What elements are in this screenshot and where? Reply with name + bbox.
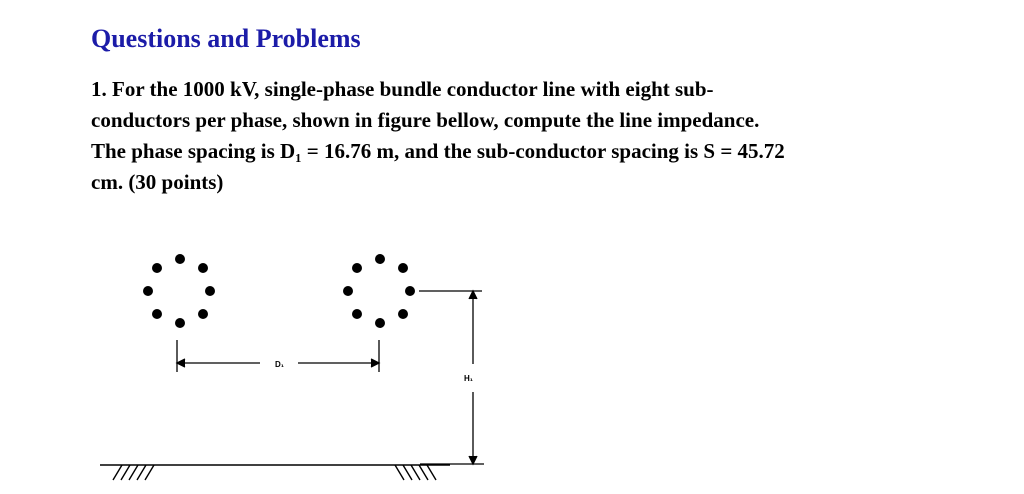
subconductor: [375, 254, 385, 264]
ground-line: [100, 465, 450, 480]
subconductor: [398, 263, 408, 273]
height-dimension: [419, 291, 484, 464]
height-label: H₁: [464, 374, 474, 383]
subconductor: [352, 309, 362, 319]
subconductor: [198, 309, 208, 319]
subconductor: [375, 318, 385, 328]
bundle-right: [343, 254, 415, 328]
subconductor: [198, 263, 208, 273]
subconductor: [205, 286, 215, 296]
problem-line: conductors per phase, shown in figure bellow, compute the line impedance.: [91, 108, 760, 132]
problem-line: The phase spacing is D₁ = 16.76 m, and the sub-conductor spacing is S = 45.72: [91, 139, 785, 163]
subconductor: [152, 263, 162, 273]
subconductor: [352, 263, 362, 273]
subconductor: [343, 286, 353, 296]
problem-line: 1. For the 1000 kV, single-phase bundle conductor line with eight sub-: [91, 77, 714, 101]
problem-line: cm. (30 points): [91, 170, 224, 194]
subconductor: [175, 254, 185, 264]
phase-spacing-label: D₁: [275, 360, 285, 369]
bundle-left: [143, 254, 215, 328]
subconductor: [405, 286, 415, 296]
section-heading: Questions and Problems: [91, 24, 361, 53]
subconductor: [175, 318, 185, 328]
subconductor: [143, 286, 153, 296]
subconductor: [398, 309, 408, 319]
subconductor: [152, 309, 162, 319]
